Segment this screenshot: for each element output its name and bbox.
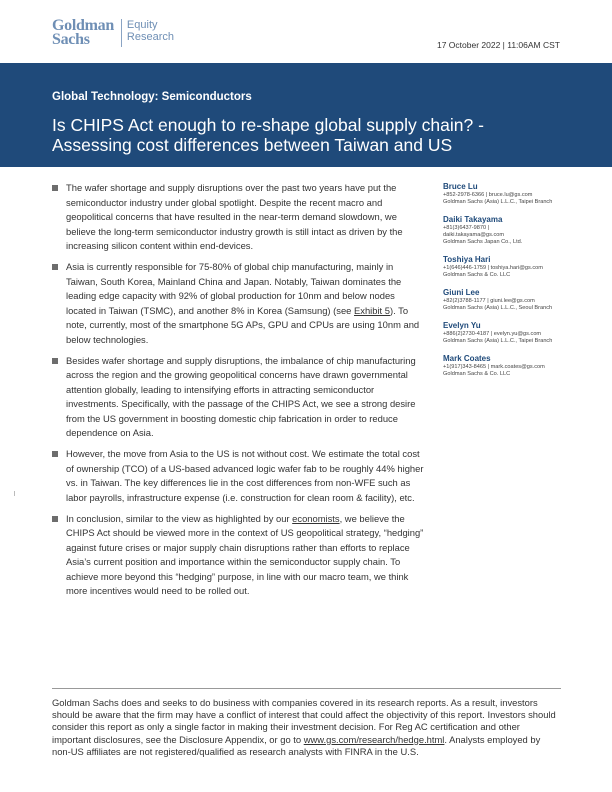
author-name[interactable]: Mark Coates [443, 354, 491, 363]
key-point-text: However, the move from Asia to the US is not without cost. We estimate the total cost of ownership (TCO) of a US-based advanced logic wafer fab to be roughly 44% higher vs. in Taiwan. The key differences lie in the cost differences from non-WFE such as labor payrolls, infrastructure expense (i.e. construction for clean room & facility), etc. [66, 448, 424, 503]
key-points-list [52, 181, 426, 605]
logo-sub-line-1: Equity [126, 19, 158, 31]
author-firm: Goldman Sachs (Asia) L.L.C., Taipei Branch [443, 338, 553, 344]
square-bullet-icon [52, 185, 58, 191]
author-entry [443, 321, 573, 345]
author-entry [443, 182, 573, 206]
title-line-1: Is CHIPS Act enough to re-shape global supply chain? - [52, 115, 484, 135]
key-point-text: , we believe the CHIPS Act should be viewed more in the context of US geopolitical strategy, “hedging” against future crises or major supply chain disruptions rather than efforts to replace Asia’s current position and importance within the semiconductor supply chain. To achieve more beyond this “hedging” purpose, in line with our macro team, we think more incentives would need to be rolled out. [66, 512, 424, 596]
key-point-text: Besides wafer shortage and supply disruptions, the imbalance of chip manufacturing across the region and the growing geopolitical concerns have drawn governmental attention globally, leading to intensifying efforts in attracting semiconductor investments. Specifically, with the passage of the CHIPS Act, we see a strong desire from the US government in boosting domestic chip fabrication in order to reduce dependence on Asia. [66, 354, 416, 438]
author-firm: Goldman Sachs Japan Co., Ltd. [443, 239, 523, 245]
key-point-text: In conclusion, similar to the view as highlighted by our [66, 512, 293, 524]
author-firm: Goldman Sachs & Co. LLC [443, 272, 511, 278]
disclosure-text: Goldman Sachs does and seeks to do business with companies covered in its research reports. As a result, investors should be aware that the firm may have a conflict of interest that could affect the objectivity of this report. Investors should consider this report as only a single factor in making their investment decision. For Reg AC certification and other important disclosures, see the Disclosure Appendix, or go to [52, 697, 556, 745]
report-title [52, 115, 572, 155]
author-contact[interactable]: +852-2978-6366 | bruce.lu@gs.com [443, 192, 533, 198]
square-bullet-icon [52, 264, 58, 270]
author-contact[interactable]: +81(3)6437-9870 | [443, 225, 490, 231]
economists-link[interactable]: economists [292, 512, 340, 524]
logo-sub-line-2: Research [126, 31, 174, 43]
author-entry [443, 354, 573, 378]
author-name[interactable]: Evelyn Yu [443, 321, 481, 330]
author-entry [443, 255, 573, 279]
footer-divider [52, 688, 561, 689]
logo-line-2: Sachs [52, 31, 90, 48]
author-firm: Goldman Sachs (Asia) L.L.C., Taipei Branch [443, 199, 553, 205]
author-contact[interactable]: +82(2)3788-1177 | giuni.lee@gs.com [443, 298, 535, 304]
disclosure-footer [52, 697, 561, 758]
section-label: Global Technology: Semiconductors [52, 91, 252, 103]
report-date: 17 October 2022 | 11:06AM CST [436, 40, 560, 50]
author-name[interactable]: Toshiya Hari [443, 255, 491, 264]
key-point [52, 512, 426, 599]
square-bullet-icon [52, 451, 58, 457]
exhibit-5-link[interactable]: Exhibit 5 [354, 304, 390, 316]
goldman-sachs-logo [52, 19, 174, 47]
key-point [52, 354, 426, 441]
logo-subtitle [127, 19, 174, 43]
author-contact[interactable]: +1(646)446-1759 | toshiya.hari@gs.com [443, 265, 543, 271]
author-name[interactable]: Giuni Lee [443, 288, 480, 297]
key-point [52, 447, 426, 505]
key-point-text: The wafer shortage and supply disruptions over the past two years have put the semiconductor industry under global spotlight. Despite the recent macro and geopolitical concerns that have resulted in the near-term demand slowdown, we believe the long-term semiconductor industry growth is still intact as driven by the increasing silicon content within end-devices. [66, 182, 403, 251]
disclosure-link[interactable]: www.gs.com/research/hedge.html [303, 733, 445, 745]
author-firm: Goldman Sachs & Co. LLC [443, 371, 511, 377]
author-contact[interactable]: +886(2)2730-4187 | evelyn.yu@gs.com [443, 331, 542, 337]
disclosure-text: . Analysts employed by non-US affiliates are not registered/qualified as research analysts with FINRA in the U.S. [52, 733, 541, 757]
title-line-2: Assessing cost differences between Taiwan and US [52, 135, 453, 155]
author-name[interactable]: Bruce Lu [443, 182, 478, 191]
author-list [443, 182, 573, 387]
author-entry [443, 288, 573, 312]
logo-divider [121, 19, 122, 47]
author-firm: Goldman Sachs (Asia) L.L.C., Seoul Branch [443, 305, 553, 311]
author-contact[interactable]: +1(917)343-8465 | mark.coates@gs.com [443, 364, 545, 370]
square-bullet-icon [52, 358, 58, 364]
author-name[interactable]: Daiki Takayama [443, 215, 503, 224]
author-entry [443, 215, 573, 246]
square-bullet-icon [52, 516, 58, 522]
key-point-text: ). To note, currently, most of the smartphone 5G APs, GPU and CPUs are using 10nm and below technologies. [66, 304, 420, 345]
logo-wordmark [52, 19, 114, 47]
key-point [52, 181, 426, 254]
author-contact[interactable]: daiki.takayama@gs.com [443, 232, 505, 238]
key-point [52, 260, 426, 347]
margin-mark [14, 491, 15, 496]
logo-line-1: Goldman [52, 17, 114, 34]
key-point-text: Asia is currently responsible for 75-80% of global chip manufacturing, mainly in Taiwan, South Korea, Mainland China and Japan. Notably, Taiwan dominates the leading edge capacity with 92% of global production for 10nm and below nodes located in Taiwan (TSMC), and another 8% in Korea (Samsung) (see [66, 261, 402, 316]
